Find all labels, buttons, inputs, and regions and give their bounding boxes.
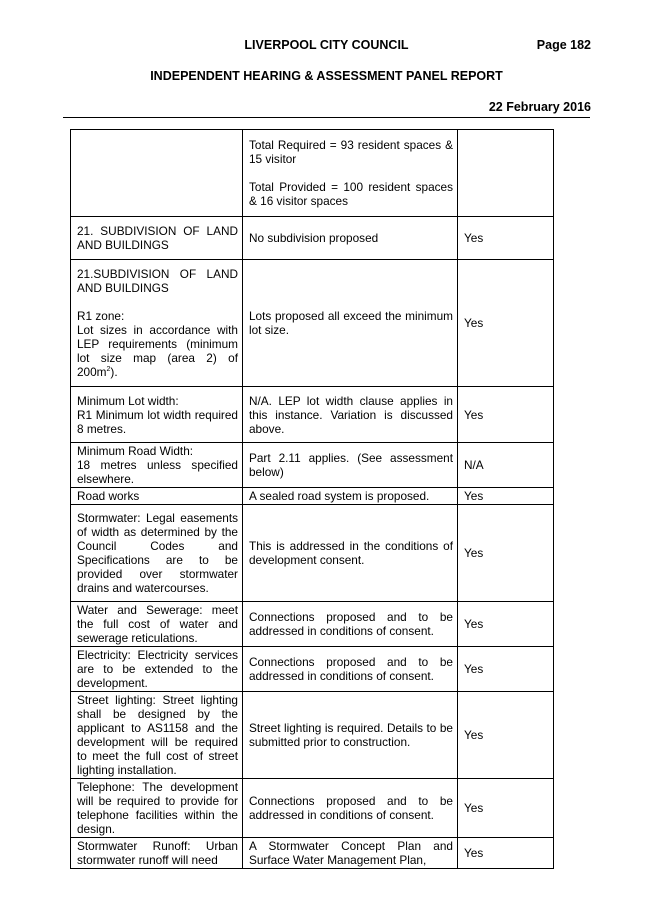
table-row-road-works — [71, 488, 554, 505]
cell-proposal: This is addressed in the conditions of development consent. — [243, 505, 458, 602]
cell-compliance: Yes — [458, 387, 554, 443]
zone-label: R1 zone: — [77, 309, 125, 323]
cell-proposal: Connections proposed and to be addressed in conditions of consent. — [243, 602, 458, 647]
assessment-table — [70, 129, 554, 869]
cell-proposal: Connections proposed and to be addressed in conditions of consent. — [243, 779, 458, 838]
cell-proposal: Part 2.11 applies. (See assessment below) — [243, 443, 458, 488]
table-row-lot-width — [71, 387, 554, 443]
table-row-water-sewerage — [71, 602, 554, 647]
cell-compliance: Yes — [458, 217, 554, 260]
road-width-label: Minimum Road Width: — [77, 444, 194, 458]
cell-requirement: Stormwater Runoff: Urban stormwater runoff will need — [71, 838, 243, 869]
cell-requirement: Water and Sewerage: meet the full cost of water and sewerage reticulations. — [71, 602, 243, 647]
table-row-parking — [71, 130, 554, 217]
cell-requirement: Stormwater: Legal easements of width as determined by the Council Codes and Specifications are to be provided over stormwater drains and watercourses. — [71, 505, 243, 602]
cell-proposal: Lots proposed all exceed the minimum lot size. — [243, 260, 458, 387]
cell-proposal: N/A. LEP lot width clause applies in this instance. Variation is discussed above. — [243, 387, 458, 443]
cell-requirement — [71, 387, 243, 443]
cell-compliance: Yes — [458, 488, 554, 505]
cell-compliance: N/A — [458, 443, 554, 488]
report-date: 22 February 2016 — [488, 100, 591, 114]
cell-requirement — [71, 130, 243, 217]
cell-compliance: Yes — [458, 838, 554, 869]
table-row-road-width — [71, 443, 554, 488]
superscript: 2 — [106, 366, 111, 374]
cell-compliance: Yes — [458, 260, 554, 387]
table-row-street-lighting — [71, 692, 554, 779]
table-row-stormwater — [71, 505, 554, 602]
road-width-text: 18 metres unless specified elsewhere. — [77, 458, 238, 486]
table-row-subdivision-r1 — [71, 260, 554, 387]
cell-requirement — [71, 443, 243, 488]
cell-compliance: Yes — [458, 779, 554, 838]
subdivision-heading: 21.SUBDIVISION OF LAND AND BUILDINGS — [77, 267, 238, 295]
lot-width-label: Minimum Lot width: — [77, 393, 179, 408]
parking-provided: Total Provided = 100 resident spaces & 16 visitor spaces — [249, 180, 453, 208]
cell-proposal: Connections proposed and to be addressed in conditions of consent. — [243, 647, 458, 692]
table-row-telephone — [71, 779, 554, 838]
cell-compliance: Yes — [458, 692, 554, 779]
cell-requirement: 21. SUBDIVISION OF LAND AND BUILDINGS — [71, 217, 243, 260]
table-row-stormwater-runoff — [71, 838, 554, 869]
cell-compliance — [458, 130, 554, 217]
parking-required: Total Required = 93 resident spaces & 15 visitor — [249, 138, 453, 166]
page-number: Page 182 — [536, 38, 591, 52]
cell-compliance: Yes — [458, 647, 554, 692]
cell-requirement — [71, 260, 243, 387]
report-title: INDEPENDENT HEARING & ASSESSMENT PANEL REPORT — [150, 69, 503, 83]
cell-compliance: Yes — [458, 602, 554, 647]
cell-proposal: No subdivision proposed — [243, 217, 458, 260]
table-row-electricity — [71, 647, 554, 692]
cell-proposal: A Stormwater Concept Plan and Surface Water Management Plan, — [243, 838, 458, 869]
lot-size-end: ). — [110, 365, 118, 379]
lot-size-requirement — [77, 323, 238, 379]
cell-requirement: Street lighting: Street lighting shall be designed by the applicant to AS1158 and the development will be required to meet the full cost of street lighting installation. — [71, 692, 243, 779]
cell-compliance: Yes — [458, 505, 554, 602]
cell-requirement: Electricity: Electricity services are to be extended to the development. — [71, 647, 243, 692]
cell-proposal: A sealed road system is proposed. — [243, 488, 458, 505]
header-divider — [63, 117, 590, 118]
table-row-subdivision — [71, 217, 554, 260]
cell-requirement: Telephone: The development will be required to provide for telephone facilities within the design. — [71, 779, 243, 838]
cell-proposal: Street lighting is required. Details to be submitted prior to construction. — [243, 692, 458, 779]
cell-proposal — [243, 130, 458, 217]
lot-size-text: Lot sizes in accordance with LEP requirements (minimum lot size map (area 2) of 200m — [77, 323, 238, 379]
lot-width-text: R1 Minimum lot width required 8 metres. — [77, 407, 238, 436]
cell-requirement: Road works — [71, 488, 243, 505]
council-name: LIVERPOOL CITY COUNCIL — [244, 38, 409, 52]
